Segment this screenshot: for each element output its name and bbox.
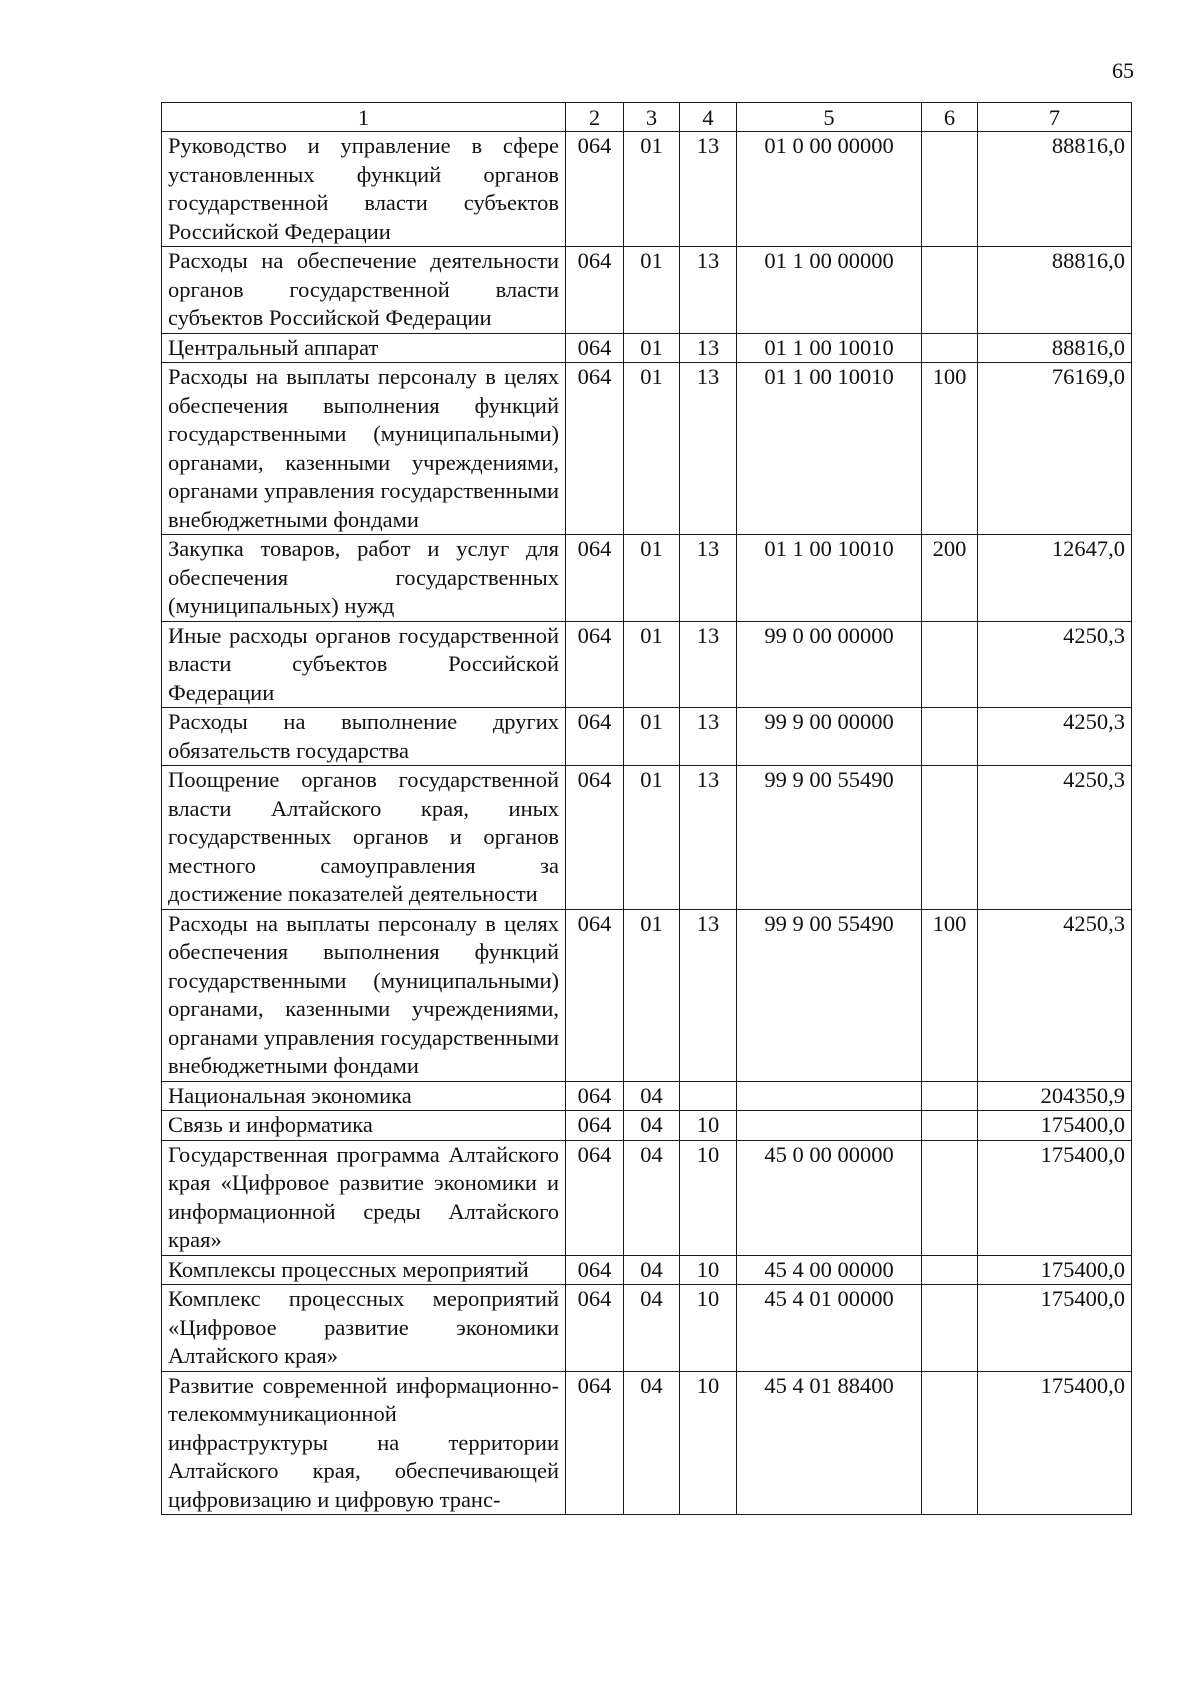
table-row	[162, 1285, 1132, 1372]
section-code: 04	[624, 1285, 680, 1372]
section-code: 01	[624, 708, 680, 766]
target-article-code: 01 1 00 10010	[737, 363, 922, 535]
ministry-code: 064	[566, 766, 624, 910]
expense-name: Руководство и управление в сфере установленных функций органов государственной власти субъектов Российской Федерации	[162, 132, 566, 247]
section-code: 04	[624, 1111, 680, 1141]
section-code: 01	[624, 909, 680, 1081]
expense-type-code	[922, 1371, 978, 1515]
ministry-code: 064	[566, 621, 624, 708]
section-code: 04	[624, 1140, 680, 1255]
table-row	[162, 1081, 1132, 1111]
expense-name: Национальная экономика	[162, 1081, 566, 1111]
ministry-code: 064	[566, 1255, 624, 1285]
table-row	[162, 1140, 1132, 1255]
subsection-code: 13	[680, 363, 737, 535]
column-header: 1	[162, 103, 566, 132]
expense-type-code	[922, 1111, 978, 1141]
target-article-code: 45 4 01 88400	[737, 1371, 922, 1515]
expense-type-code	[922, 621, 978, 708]
target-article-code: 01 1 00 00000	[737, 247, 922, 334]
amount: 88816,0	[978, 333, 1132, 363]
subsection-code: 13	[680, 909, 737, 1081]
ministry-code: 064	[566, 1140, 624, 1255]
table-row	[162, 247, 1132, 334]
budget-table	[161, 102, 1132, 1515]
target-article-code: 01 0 00 00000	[737, 132, 922, 247]
expense-type-code	[922, 1285, 978, 1372]
target-article-code: 45 4 00 00000	[737, 1255, 922, 1285]
expense-type-code	[922, 766, 978, 910]
target-article-code	[737, 1081, 922, 1111]
expense-name: Связь и информатика	[162, 1111, 566, 1141]
subsection-code: 10	[680, 1285, 737, 1372]
expense-name: Расходы на выплаты персоналу в целях обеспечения выполнения функций государственными (муниципальными) органами, казенными учреждениями, органами управления государственными внебюджетными фондами	[162, 363, 566, 535]
ministry-code: 064	[566, 132, 624, 247]
amount: 175400,0	[978, 1285, 1132, 1372]
section-code: 01	[624, 333, 680, 363]
table-row	[162, 1111, 1132, 1141]
section-code: 01	[624, 247, 680, 334]
expense-name: Комплексы процессных мероприятий	[162, 1255, 566, 1285]
ministry-code: 064	[566, 535, 624, 622]
target-article-code: 01 1 00 10010	[737, 535, 922, 622]
column-header: 4	[680, 103, 737, 132]
expense-type-code	[922, 708, 978, 766]
expense-type-code	[922, 247, 978, 334]
expense-name: Центральный аппарат	[162, 333, 566, 363]
ministry-code: 064	[566, 1111, 624, 1141]
expense-type-code: 100	[922, 363, 978, 535]
subsection-code: 13	[680, 333, 737, 363]
subsection-code: 10	[680, 1255, 737, 1285]
subsection-code: 10	[680, 1111, 737, 1141]
column-header: 2	[566, 103, 624, 132]
table-row	[162, 621, 1132, 708]
expense-name: Поощрение органов государственной власти Алтайского края, иных государственных органов и органов местного самоуправления за достижение показателей деятельности	[162, 766, 566, 910]
section-code: 04	[624, 1081, 680, 1111]
table-row	[162, 333, 1132, 363]
amount: 4250,3	[978, 766, 1132, 910]
section-code: 04	[624, 1371, 680, 1515]
column-header: 6	[922, 103, 978, 132]
ministry-code: 064	[566, 1081, 624, 1111]
section-code: 01	[624, 621, 680, 708]
column-header: 5	[737, 103, 922, 132]
amount: 88816,0	[978, 247, 1132, 334]
table-row	[162, 909, 1132, 1081]
section-code: 01	[624, 363, 680, 535]
ministry-code: 064	[566, 333, 624, 363]
expense-type-code: 200	[922, 535, 978, 622]
target-article-code: 99 9 00 55490	[737, 909, 922, 1081]
target-article-code: 99 9 00 55490	[737, 766, 922, 910]
expense-name: Государственная программа Алтайского края «Цифровое развитие экономики и информационной среды Алтайского края»	[162, 1140, 566, 1255]
subsection-code: 13	[680, 766, 737, 910]
page-number: 65	[1112, 58, 1134, 83]
expense-name: Развитие современной информационно-телекоммуникационной инфраструктуры на территории Алтайского края, обеспечивающей цифровизацию и цифровую транс-	[162, 1371, 566, 1515]
table-row	[162, 363, 1132, 535]
amount: 88816,0	[978, 132, 1132, 247]
ministry-code: 064	[566, 363, 624, 535]
expense-name: Иные расходы органов государственной власти субъектов Российской Федерации	[162, 621, 566, 708]
table-row	[162, 132, 1132, 247]
expense-name: Расходы на выплаты персоналу в целях обеспечения выполнения функций государственными (муниципальными) органами, казенными учреждениями, органами управления государственными внебюджетными фондами	[162, 909, 566, 1081]
amount: 175400,0	[978, 1140, 1132, 1255]
expense-type-code: 100	[922, 909, 978, 1081]
amount: 175400,0	[978, 1371, 1132, 1515]
target-article-code: 01 1 00 10010	[737, 333, 922, 363]
expense-type-code	[922, 333, 978, 363]
expense-type-code	[922, 132, 978, 247]
target-article-code: 45 4 01 00000	[737, 1285, 922, 1372]
header-row	[162, 103, 1132, 132]
subsection-code: 10	[680, 1371, 737, 1515]
expense-type-code	[922, 1255, 978, 1285]
section-code: 04	[624, 1255, 680, 1285]
target-article-code	[737, 1111, 922, 1141]
table-row	[162, 1255, 1132, 1285]
subsection-code: 13	[680, 132, 737, 247]
target-article-code: 99 9 00 00000	[737, 708, 922, 766]
expense-name: Комплекс процессных мероприятий «Цифровое развитие экономики Алтайского края»	[162, 1285, 566, 1372]
expense-type-code	[922, 1140, 978, 1255]
amount: 4250,3	[978, 708, 1132, 766]
ministry-code: 064	[566, 1285, 624, 1372]
ministry-code: 064	[566, 247, 624, 334]
target-article-code: 99 0 00 00000	[737, 621, 922, 708]
subsection-code: 13	[680, 535, 737, 622]
ministry-code: 064	[566, 909, 624, 1081]
amount: 4250,3	[978, 909, 1132, 1081]
amount: 175400,0	[978, 1111, 1132, 1141]
section-code: 01	[624, 535, 680, 622]
table-row	[162, 535, 1132, 622]
amount: 4250,3	[978, 621, 1132, 708]
table-row	[162, 1371, 1132, 1515]
ministry-code: 064	[566, 1371, 624, 1515]
target-article-code: 45 0 00 00000	[737, 1140, 922, 1255]
amount: 12647,0	[978, 535, 1132, 622]
expense-name: Расходы на выполнение других обязательств государства	[162, 708, 566, 766]
expense-name: Закупка товаров, работ и услуг для обеспечения государственных (муниципальных) нужд	[162, 535, 566, 622]
table-row	[162, 708, 1132, 766]
expense-type-code	[922, 1081, 978, 1111]
column-header: 3	[624, 103, 680, 132]
amount: 76169,0	[978, 363, 1132, 535]
section-code: 01	[624, 766, 680, 910]
subsection-code: 13	[680, 247, 737, 334]
subsection-code: 10	[680, 1140, 737, 1255]
ministry-code: 064	[566, 708, 624, 766]
subsection-code: 13	[680, 708, 737, 766]
amount: 204350,9	[978, 1081, 1132, 1111]
section-code: 01	[624, 132, 680, 247]
expense-name: Расходы на обеспечение деятельности органов государственной власти субъектов Российской Федерации	[162, 247, 566, 334]
subsection-code: 13	[680, 621, 737, 708]
amount: 175400,0	[978, 1255, 1132, 1285]
subsection-code	[680, 1081, 737, 1111]
table-row	[162, 766, 1132, 910]
column-header: 7	[978, 103, 1132, 132]
